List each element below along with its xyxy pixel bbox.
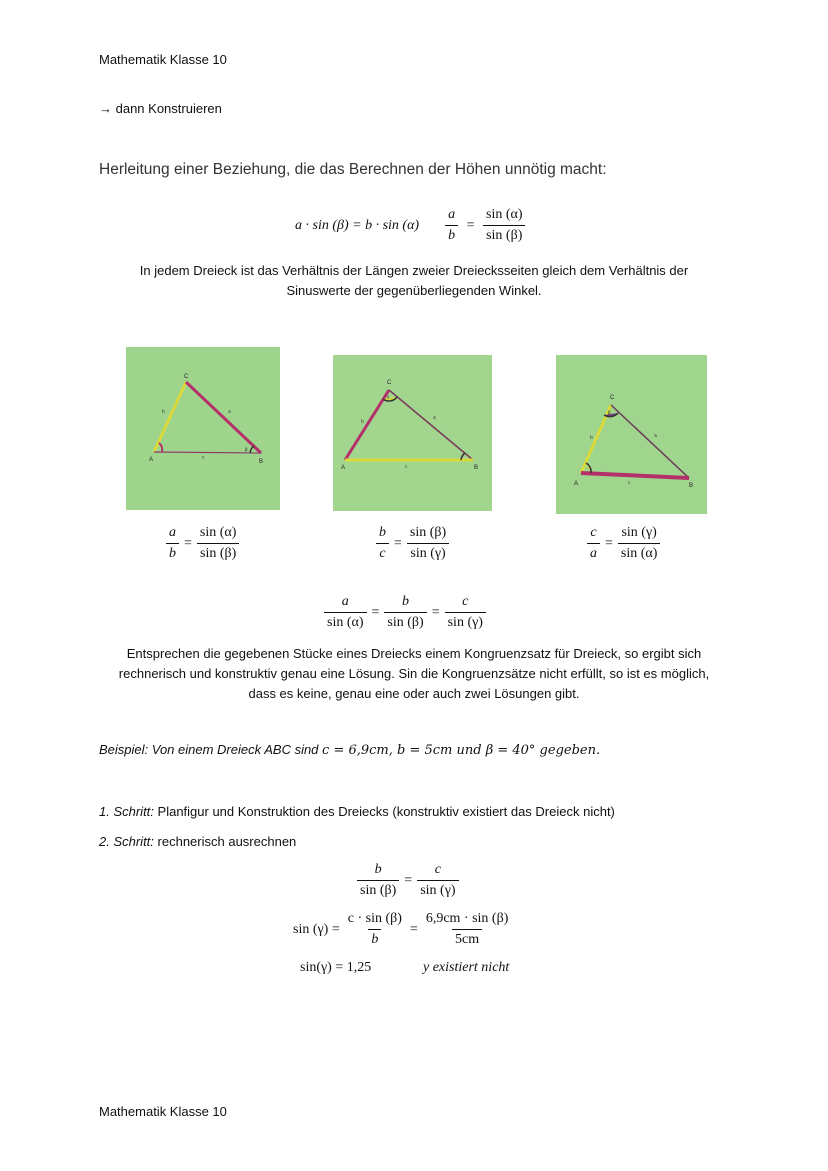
ratio-frac-left <box>587 525 600 562</box>
intro-arrow-text: → dann Konstruieren <box>99 101 222 116</box>
step-2-text: rechnerisch ausrechnen <box>153 834 297 849</box>
frac-den: sin (γ) <box>417 880 458 899</box>
step-1 <box>99 804 615 819</box>
step-1-text: Planfigur und Konstruktion des Dreiecks (konstruktiv existiert das Dreieck nicht) <box>153 804 615 819</box>
vertex-c-label: C <box>610 395 615 401</box>
vertex-c-label: C <box>184 374 189 380</box>
frac-den: 5cm <box>452 929 482 948</box>
frac-den: a <box>587 543 600 562</box>
equals-sign: = <box>394 535 402 551</box>
frac-den: sin (β) <box>197 543 239 562</box>
frac-den: b <box>166 543 179 562</box>
frac-num: sin (α) <box>199 525 237 540</box>
frac-num: b <box>379 525 386 540</box>
triangle-photo-3 <box>556 355 707 514</box>
calc-frac-csinb <box>345 911 405 948</box>
calc-frac-values <box>423 911 512 948</box>
frac-num: sin (α) <box>486 207 523 222</box>
ratio-formula-2 <box>374 525 451 562</box>
equals-sign: = <box>184 535 192 551</box>
frac-num: a <box>341 594 349 609</box>
sine-law-frac-c <box>445 594 486 631</box>
frac-den: b <box>445 225 458 244</box>
frac-num: c · sin (β) <box>347 911 402 926</box>
side-b-label: b <box>590 435 593 441</box>
frac-num: c <box>434 862 441 877</box>
photo-background <box>126 347 280 510</box>
equals-sign: = <box>371 604 380 620</box>
triangle-photo-1 <box>126 347 280 510</box>
frac-num: b <box>402 594 410 609</box>
triangle-photo-2 <box>333 355 492 511</box>
calc-row-3: sin(γ) = 1,25 <box>300 960 372 975</box>
formula-product <box>292 207 528 244</box>
frac-num: sin (β) <box>409 525 447 540</box>
side-b-label: b <box>162 409 165 415</box>
frac-den: b <box>368 929 381 948</box>
photo-background <box>556 355 707 514</box>
ratio-formula-1 <box>164 525 241 562</box>
example-math: c = 6,9cm, b = 5cm und β = 40° gegeben. <box>322 743 601 758</box>
ratio-frac-right <box>197 525 240 562</box>
frac-num: b <box>374 862 382 877</box>
step-2-label: 2. Schritt: <box>99 834 154 849</box>
vertex-a-label: A <box>149 457 154 463</box>
frac-den: sin (γ) <box>407 543 448 562</box>
calc-row-2-left: sin (γ) = <box>293 921 340 937</box>
frac-num: sin (γ) <box>621 525 657 540</box>
sine-law-formula <box>322 594 488 631</box>
frac-den: sin (α) <box>618 543 661 562</box>
frac-den: sin (β) <box>483 225 525 244</box>
step-2 <box>99 834 296 849</box>
frac-den: c <box>376 543 388 562</box>
ratio-frac-left <box>166 525 179 562</box>
frac-den: sin (β) <box>357 880 399 899</box>
vertex-a-label: A <box>341 465 346 471</box>
formula-frac-sin <box>483 207 526 244</box>
calc-row-2 <box>290 911 513 948</box>
side-a-label: a <box>433 415 436 421</box>
ratio-formula-3 <box>585 525 662 562</box>
side-a-label: a <box>228 409 231 415</box>
example-line <box>99 742 600 758</box>
equals-sign: = <box>431 604 440 620</box>
example-prefix: Beispiel: Von einem Dreieck ABC sind <box>99 742 323 757</box>
side-c-label: c <box>628 480 631 486</box>
frac-num: c <box>462 594 469 609</box>
frac-num: a <box>169 525 176 540</box>
formula-product-left: a · sin (β) = b · sin (α) <box>295 217 420 233</box>
frac-den: sin (γ) <box>445 612 486 631</box>
ratio-frac-left <box>376 525 389 562</box>
equals-sign: = <box>605 535 613 551</box>
angle-label: β <box>245 448 248 453</box>
page-header: Mathematik Klasse 10 <box>99 52 227 67</box>
vertex-a-label: A <box>574 481 579 487</box>
frac-num: a <box>448 207 456 222</box>
calc-row-1 <box>355 862 461 899</box>
formula-frac-ab <box>445 207 458 244</box>
sine-law-frac-a <box>324 594 367 631</box>
photo-background <box>333 355 492 511</box>
vertex-b-label: B <box>689 483 694 489</box>
side-b-label: b <box>361 419 364 425</box>
calc-result-note: y existiert nicht <box>423 960 510 975</box>
calc-frac-b <box>357 862 399 899</box>
equals-sign: = <box>466 217 475 233</box>
section-heading: Herleitung einer Beziehung, die das Berechnen der Höhen unnötig macht: <box>99 161 607 178</box>
step-1-label: 1. Schritt: <box>99 804 154 819</box>
frac-den: sin (β) <box>384 612 426 631</box>
vertex-c-label: C <box>387 380 392 386</box>
equals-sign: = <box>404 872 413 888</box>
frac-den: sin (α) <box>324 612 367 631</box>
page-footer: Mathematik Klasse 10 <box>99 1104 227 1119</box>
angle-label: γ <box>387 395 390 400</box>
angle-label: β <box>608 411 611 416</box>
equals-sign: = <box>409 921 418 937</box>
statement-text: In jedem Dreieck ist das Verhältnis der Längen zweier Dreiecksseiten gleich dem Verhältnis der Sinuswerte der gegenüberliegenden Winkel. <box>139 263 689 298</box>
ratio-frac-right <box>618 525 661 562</box>
frac-num: 6,9cm · sin (β) <box>425 911 509 926</box>
side-a-label: a <box>654 433 657 439</box>
sine-law-frac-b <box>384 594 426 631</box>
side-c-label: c <box>202 455 205 461</box>
side-c-label: c <box>405 464 408 470</box>
congruence-text: Entsprechen die gegebenen Stücke eines Dreiecks einem Kongruenzsatz für Dreieck, so ergibt sich rechnerisch und konstruktiv genau eine Lösung. Sin die Kongruenzsätze nicht erfüllt, so ist es möglich, dass es keine, genau eine oder auch zwei Lösungen gibt. <box>118 646 710 701</box>
vertex-b-label: B <box>259 459 264 465</box>
ratio-frac-right <box>407 525 449 562</box>
frac-num: c <box>590 525 597 540</box>
calc-frac-c <box>417 862 458 899</box>
vertex-b-label: B <box>474 465 479 471</box>
